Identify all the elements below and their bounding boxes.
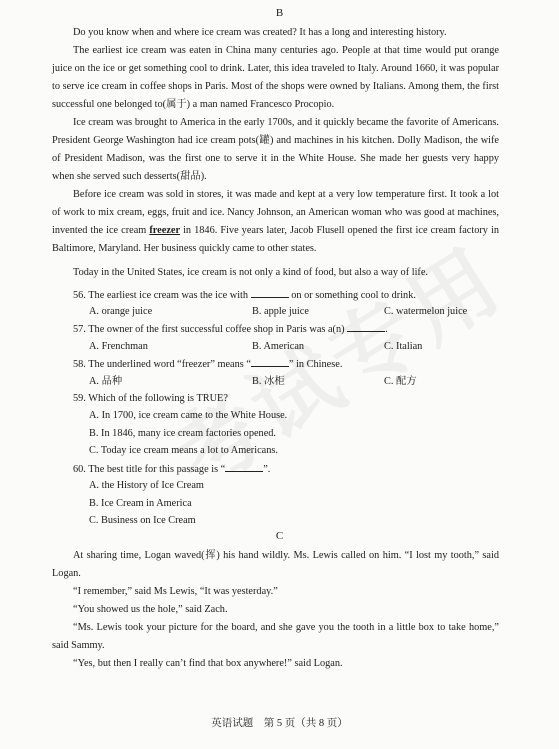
question-59: 59. Which of the following is TRUE? — [73, 393, 228, 404]
q60-answer-blank[interactable] — [225, 461, 263, 472]
q57-option-a[interactable]: A. Frenchman — [89, 341, 148, 352]
q57-answer-blank[interactable] — [347, 321, 385, 332]
q57-stem: 57. The owner of the first successful coffee shop in Paris was a(n) — [73, 324, 345, 335]
q56-answer-blank[interactable] — [251, 287, 289, 298]
q60-option-a[interactable]: A. the History of Ice Cream — [89, 480, 204, 491]
underlined-word-freezer: freezer — [149, 225, 181, 237]
passage-b-paragraph-2: The earliest ice cream was eaten in China many centuries ago. People at that time would put orange juice on the ice or get something cool to drink. Later, this idea traveled to Italy. Around 1660, it was popular to serve ice cream in coffee shops in Paris. Most of the shops were owned by Italians. Among them, the first successful one belonged to(属于) a man named Francesco Procopio. — [52, 45, 499, 111]
passage-c-paragraph-5: “Yes, but then I really can’t find that box anywhere!” said Logan. — [73, 658, 343, 669]
q56-option-b[interactable]: B. apple juice — [252, 306, 309, 317]
q58-stem: 58. The underlined word “freezer” means “ — [73, 359, 251, 370]
q60-option-b[interactable]: B. Ice Cream in America — [89, 498, 192, 509]
passage-b-paragraph-4 — [52, 186, 499, 258]
passage-c-paragraph-4: “Ms. Lewis took your picture for the board, and she gave you the tooth in a little box to take home,” said Sammy. — [52, 622, 499, 652]
page-footer: 英语试题 第 5 页（共 8 页） — [211, 718, 348, 729]
question-57 — [73, 321, 388, 338]
q59-option-c[interactable]: C. Today ice cream means a lot to Americans. — [89, 445, 278, 456]
q58-option-b[interactable]: B. 冰柜 — [252, 376, 285, 387]
passage-b-paragraph-3: Ice cream was brought to America in the early 1700s, and it quickly became the favorite of Americans. President George Washington had ice cream pots(罐) and machines in his kitchen. Dolly Madison, the wife of President Madison, was the first one to serve it in the White House. She made her guests very happy when she served such desserts(甜品). — [52, 117, 499, 183]
question-60 — [73, 461, 270, 478]
q60-option-c[interactable]: C. Business on Ice Cream — [89, 515, 196, 526]
p4-text-after: in 1846. Five years later, Jacob Flusell opened the first ice cream factory in Baltimore, Maryland. Her business quickly came to other states. — [52, 225, 499, 255]
passage-b-paragraph-1: Do you know when and where ice cream was created? It has a long and interesting history. — [73, 27, 447, 38]
q57-option-c[interactable]: C. Italian — [384, 341, 423, 352]
q58-option-a[interactable]: A. 品种 — [89, 376, 123, 387]
passage-c-paragraph-3: “You showed us the hole,” said Zach. — [73, 604, 228, 615]
passage-c-paragraph-1: At sharing time, Logan waved(挥) his hand wildly. Ms. Lewis called on him. “I lost my tooth,” said Logan. — [52, 550, 499, 580]
q58-answer-blank[interactable] — [251, 356, 289, 367]
q59-option-a[interactable]: A. In 1700, ice cream came to the White House. — [89, 410, 288, 421]
section-b-label: B — [275, 7, 284, 19]
passage-c-paragraph-2: “I remember,” said Ms Lewis, “It was yesterday.” — [73, 586, 278, 597]
q56-stem: 56. The earliest ice cream was the ice with — [73, 290, 249, 301]
q56-stem-end: on or something cool to drink. — [291, 290, 416, 301]
question-58 — [73, 356, 342, 373]
q60-stem-end: ”. — [263, 464, 271, 475]
q59-option-b[interactable]: B. In 1846, many ice cream factories opened. — [89, 428, 276, 439]
q58-stem-end: ” in Chinese. — [288, 359, 343, 370]
q57-option-b[interactable]: B. American — [252, 341, 305, 352]
q58-option-c[interactable]: C. 配方 — [384, 376, 417, 387]
q56-option-c[interactable]: C. watermelon juice — [384, 306, 468, 317]
q60-stem: 60. The best title for this passage is “ — [73, 464, 226, 475]
p4-text-before: Before ice cream was sold in stores, it was made and kept at a very low temperature first. It took a lot of work to mix cream, eggs, fruit and ice. Nancy Johnson, an American woman who was good at machines, invented the ice cream — [52, 189, 499, 237]
section-c-label: C — [275, 530, 284, 542]
q56-option-a[interactable]: A. orange juice — [89, 306, 153, 317]
passage-b-paragraph-5: Today in the United States, ice cream is not only a kind of food, but also a way of life. — [73, 267, 429, 278]
q57-stem-end: . — [385, 324, 388, 335]
question-56 — [73, 287, 416, 304]
